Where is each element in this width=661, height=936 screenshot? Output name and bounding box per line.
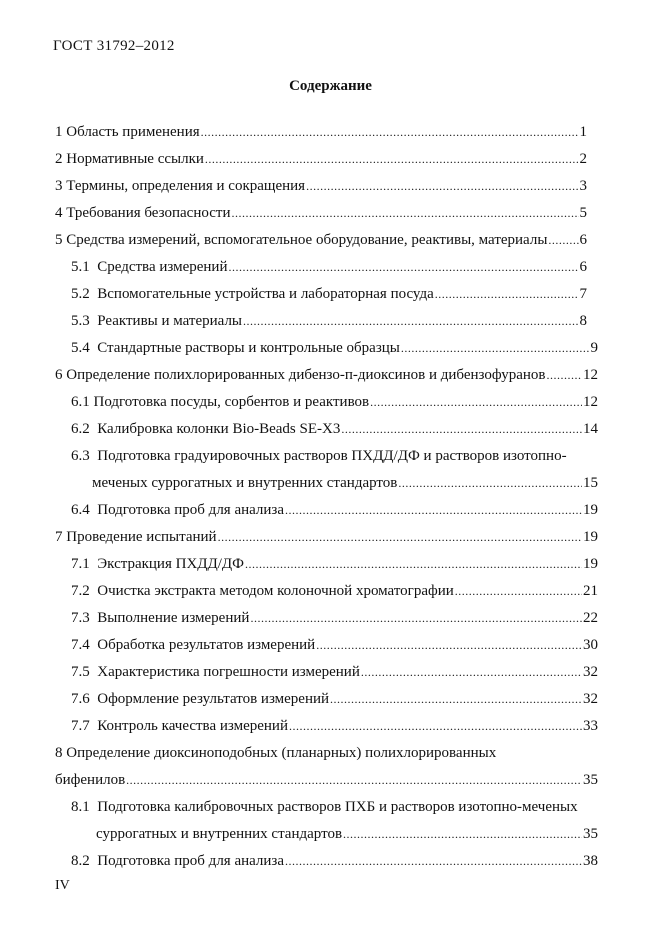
dot-leader xyxy=(231,204,578,222)
toc-page: 7 xyxy=(579,286,587,302)
toc-title: Калибровка колонки Bio-Beads SE-X3 xyxy=(97,421,341,437)
toc-number: 5.2 xyxy=(71,286,90,302)
toc-title: Подготовка калибровочных растворов ПХБ и растворов изотопно-меченых xyxy=(97,799,578,815)
toc-entry-7-1[interactable] xyxy=(71,555,598,573)
toc-title: Характеристика погрешности измерений xyxy=(97,664,360,680)
dot-leader xyxy=(435,285,579,303)
toc-page: 32 xyxy=(583,691,598,707)
toc-title: Подготовка проб для анализа xyxy=(97,502,285,518)
toc-page: 2 xyxy=(579,151,587,167)
toc-entry-8-1-line1[interactable] xyxy=(71,798,578,816)
dot-leader xyxy=(343,825,582,843)
toc-number: 5.1 xyxy=(71,259,90,275)
dot-leader xyxy=(126,771,582,789)
toc-page: 35 xyxy=(583,772,598,788)
toc-entry-7-6[interactable] xyxy=(71,690,598,708)
toc-number: 7.5 xyxy=(71,664,90,680)
page-number-label: IV xyxy=(55,878,70,893)
toc-entry-5-4[interactable] xyxy=(71,339,598,357)
toc-page: 6 xyxy=(579,232,587,248)
toc-number: 6.4 xyxy=(71,502,90,518)
dot-leader xyxy=(250,609,582,627)
toc-page: 3 xyxy=(579,178,587,194)
toc-page: 1 xyxy=(579,124,587,140)
toc-page: 12 xyxy=(583,394,598,410)
dot-leader xyxy=(218,528,582,546)
toc-number: 8 xyxy=(55,745,63,761)
toc-title: Подготовка градуировочных растворов ПХДД/ДФ и растворов изотопно- xyxy=(97,448,567,464)
toc-page: 5 xyxy=(579,205,587,221)
toc-page: 38 xyxy=(583,853,598,869)
dot-leader xyxy=(285,852,582,870)
toc-page: 6 xyxy=(579,259,587,275)
toc-page: 32 xyxy=(583,664,598,680)
toc-number: 5.3 xyxy=(71,313,90,329)
toc-entry-7-7[interactable] xyxy=(71,717,598,735)
toc-title: Определение полихлорированных дибензо-п-диоксинов и дибензофуранов xyxy=(66,367,546,383)
toc-title-continued: меченых суррогатных и внутренних стандартов xyxy=(92,475,398,491)
toc-entry-7[interactable] xyxy=(55,528,598,546)
toc-title: Оформление результатов измерений xyxy=(97,691,330,707)
toc-entry-6[interactable] xyxy=(55,366,598,384)
dot-leader xyxy=(341,420,582,438)
toc-page: 19 xyxy=(583,556,598,572)
toc-title: Очистка экстракта методом колоночной хроматографии xyxy=(97,583,454,599)
toc-number: 5.4 xyxy=(71,340,90,356)
toc-page: 35 xyxy=(583,826,598,842)
toc-title: Проведение испытаний xyxy=(66,529,217,545)
toc-title: Требования безопасности xyxy=(66,205,231,221)
dot-leader xyxy=(306,177,578,195)
toc-entry-8-2[interactable] xyxy=(71,852,598,870)
document-code: ГОСТ 31792–2012 xyxy=(53,38,175,54)
toc-entry-6-2[interactable] xyxy=(71,420,598,438)
toc-title: Термины, определения и сокращения xyxy=(66,178,306,194)
toc-number: 1 xyxy=(55,124,63,140)
toc-number: 6 xyxy=(55,367,63,383)
dot-leader xyxy=(205,150,579,168)
dot-leader xyxy=(228,258,578,276)
toc-title: Вспомогательные устройства и лабораторная посуда xyxy=(97,286,434,302)
toc-title: Выполнение измерений xyxy=(97,610,250,626)
dot-leader xyxy=(370,393,582,411)
toc-title: Обработка результатов измерений xyxy=(97,637,316,653)
toc-entry-7-5[interactable] xyxy=(71,663,598,681)
toc-page: 14 xyxy=(583,421,598,437)
toc-number: 7.4 xyxy=(71,637,90,653)
dot-leader xyxy=(316,636,582,654)
toc-number: 6.2 xyxy=(71,421,90,437)
toc-entry-8-line2[interactable] xyxy=(55,771,598,789)
toc-entry-3[interactable] xyxy=(55,177,587,195)
toc-entry-1[interactable] xyxy=(55,123,587,141)
toc-number: 6.1 xyxy=(71,394,90,410)
toc-title: Определение диоксиноподобных (планарных) полихлорированных xyxy=(66,745,497,761)
toc-title-continued: бифенилов xyxy=(55,772,126,788)
toc-entry-6-3-line1[interactable] xyxy=(71,447,567,465)
dot-leader xyxy=(401,339,590,357)
dot-leader xyxy=(201,123,579,141)
toc-number: 8.1 xyxy=(71,799,90,815)
toc-number: 7.7 xyxy=(71,718,90,734)
dot-leader xyxy=(245,555,582,573)
toc-page: 33 xyxy=(583,718,598,734)
dot-leader xyxy=(361,663,582,681)
toc-page: 21 xyxy=(583,583,598,599)
toc-entry-6-3-line2[interactable] xyxy=(92,474,598,492)
toc-title: Средства измерений, вспомогательное оборудование, реактивы, материалы xyxy=(66,232,548,248)
toc-number: 7.2 xyxy=(71,583,90,599)
toc-number: 2 xyxy=(55,151,63,167)
dot-leader xyxy=(548,231,578,249)
toc-page: 30 xyxy=(583,637,598,653)
toc-entry-6-1[interactable] xyxy=(71,393,598,411)
toc-page: 9 xyxy=(590,340,598,356)
toc-entry-7-2[interactable] xyxy=(71,582,598,600)
toc-entry-6-4[interactable] xyxy=(71,501,598,519)
toc-page: 19 xyxy=(583,502,598,518)
dot-leader xyxy=(285,501,582,519)
toc-title: Средства измерений xyxy=(97,259,228,275)
toc-entry-5-2[interactable] xyxy=(71,285,587,303)
page-title: Содержание xyxy=(289,78,372,94)
dot-leader xyxy=(547,366,582,384)
dot-leader xyxy=(455,582,582,600)
toc-entry-5[interactable] xyxy=(55,231,587,249)
toc-number: 6.3 xyxy=(71,448,90,464)
toc-page: 22 xyxy=(583,610,598,626)
toc-number: 4 xyxy=(55,205,63,221)
toc-entry-8-line1[interactable] xyxy=(55,744,496,762)
toc-number: 5 xyxy=(55,232,63,248)
toc-entry-5-1[interactable] xyxy=(71,258,587,276)
toc-entry-2[interactable] xyxy=(55,150,587,168)
toc-title: Область применения xyxy=(66,124,200,140)
toc-number: 7.1 xyxy=(71,556,90,572)
toc-entry-7-4[interactable] xyxy=(71,636,598,654)
dot-leader xyxy=(330,690,582,708)
toc-page: 12 xyxy=(583,367,598,383)
dot-leader xyxy=(398,474,582,492)
dot-leader xyxy=(243,312,578,330)
toc-entry-4[interactable] xyxy=(55,204,587,222)
toc-page: 8 xyxy=(579,313,587,329)
toc-entry-5-3[interactable] xyxy=(71,312,587,330)
toc-title: Нормативные ссылки xyxy=(66,151,204,167)
toc-number: 3 xyxy=(55,178,63,194)
toc-number: 7.6 xyxy=(71,691,90,707)
toc-number: 7 xyxy=(55,529,63,545)
dot-leader xyxy=(289,717,582,735)
toc-page: 15 xyxy=(583,475,598,491)
toc-entry-8-1-line2[interactable] xyxy=(96,825,598,843)
toc-number: 8.2 xyxy=(71,853,90,869)
toc-title: Контроль качества измерений xyxy=(97,718,288,734)
toc-number: 7.3 xyxy=(71,610,90,626)
toc-title: Подготовка посуды, сорбентов и реактивов xyxy=(93,394,370,410)
toc-title: Стандартные растворы и контрольные образцы xyxy=(97,340,400,356)
toc-title: Экстракция ПХДД/ДФ xyxy=(97,556,244,572)
toc-title: Подготовка проб для анализа xyxy=(97,853,285,869)
toc-entry-7-3[interactable] xyxy=(71,609,598,627)
toc-page: 19 xyxy=(583,529,598,545)
toc-title-continued: суррогатных и внутренних стандартов xyxy=(96,826,343,842)
toc-title: Реактивы и материалы xyxy=(97,313,243,329)
